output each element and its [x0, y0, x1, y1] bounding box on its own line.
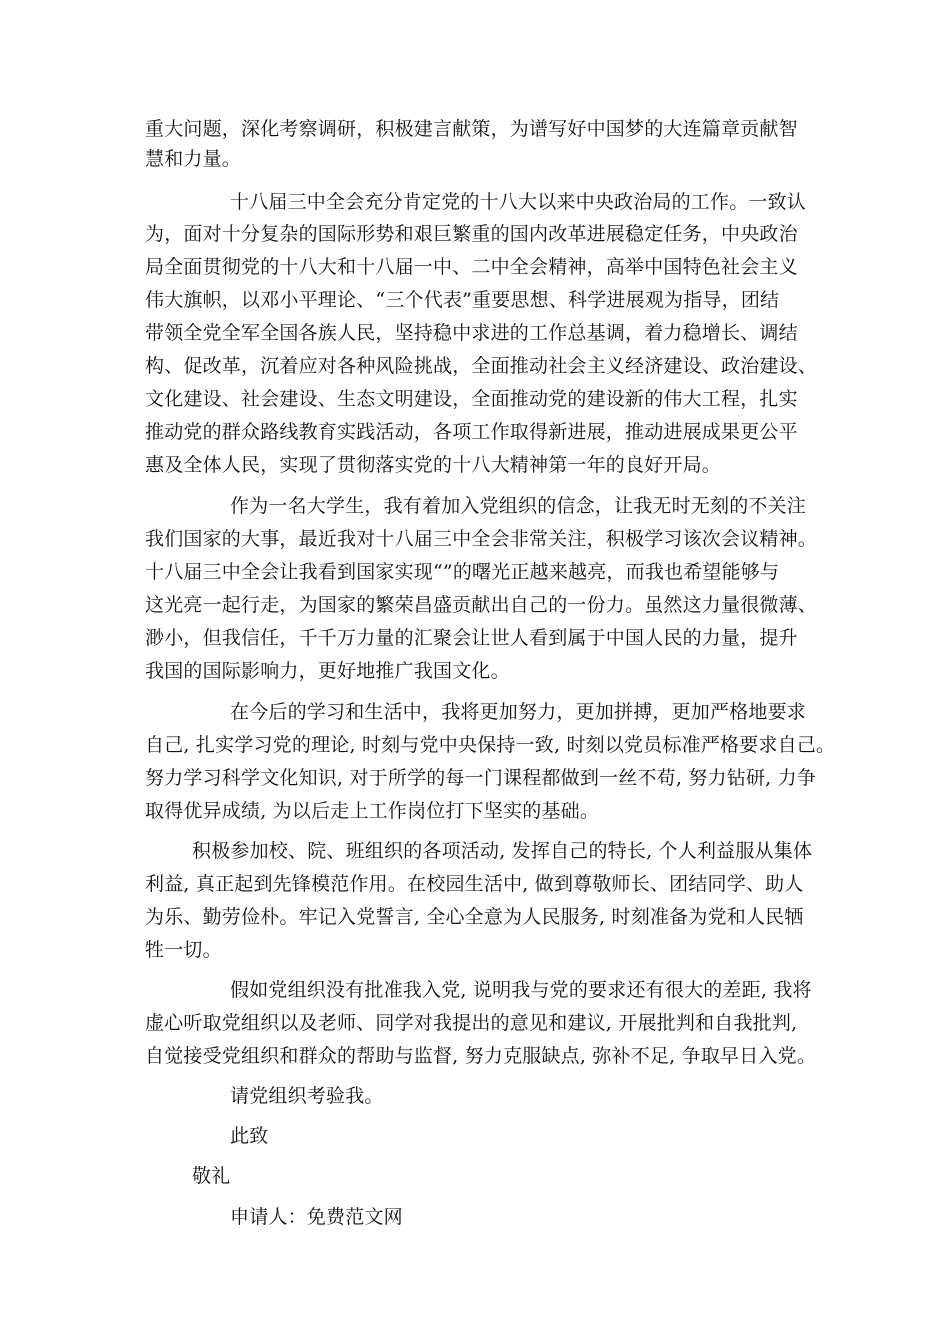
text-line: 积极参加校、院、班组织的各项活动, 发挥自己的特长, 个人利益服从集体: [192, 840, 813, 862]
closing-respect: 敬礼: [192, 1165, 231, 1187]
text-line: 重大问题，深化考察调研，积极建言献策，为谱写好中国梦的大连篇章贡献智: [145, 118, 798, 140]
text-line: 自己, 扎实学习党的理论, 时刻与党中央保持一致, 时刻以党员标准严格要求自己。: [145, 734, 836, 756]
text-line: 慧和力量。: [145, 148, 242, 170]
text-line: 努力学习科学文化知识, 对于所学的每一门课程都做到一丝不苟, 努力钻研, 力争: [145, 767, 817, 789]
text-line: 我国的国际影响力，更好地推广我国文化。: [145, 660, 510, 682]
text-line: 为，面对十分复杂的国际形势和艰巨繁重的国内改革进展稳定任务，中央政治: [145, 223, 798, 245]
text-line: 局全面贯彻党的十八大和十八届一中、二中全会精神，高举中国特色社会主义: [145, 256, 798, 278]
text-line: 这光亮一起行走，为国家的繁荣昌盛贡献出自己的一份力。虽然这力量很微薄、: [145, 594, 818, 616]
text-line: 在今后的学习和生活中，我将更加努力，更加拼搏，更加严格地要求: [230, 701, 807, 723]
text-line: 为乐、勤劳俭朴。牢记入党誓言, 全心全意为人民服务, 时刻准备为党和人民牺: [145, 906, 804, 928]
text-line: 渺小，但我信任，千千万力量的汇聚会让世人看到属于中国人民的力量，提升: [145, 627, 798, 649]
text-line: 惠及全体人民，实现了贯彻落实党的十八大精神第一年的良好开局。: [145, 454, 722, 476]
text-line: 文化建设、社会建设、生态文明建设，全面推动党的建设新的伟大工程，扎实: [145, 388, 798, 410]
closing-request: 请党组织考验我。: [230, 1085, 384, 1107]
text-line: 虚心听取党组织以及老师、同学对我提出的意见和建议, 开展批判和自我批判,: [145, 1012, 798, 1034]
text-line: 十八届三中全会让我看到国家实现“”的曙光正越来越亮，而我也希望能够与: [145, 561, 780, 583]
text-line: 推动党的群众路线教育实践活动，各项工作取得新进展，推动进展成果更公平: [145, 421, 798, 443]
text-line: 构、促改革，沉着应对各种风险挑战，全面推动社会主义经济建设、政治建设、: [145, 355, 818, 377]
applicant-signature: 申请人：免费范文网: [230, 1206, 403, 1228]
text-line: 作为一名大学生，我有着加入党组织的信念，让我无时无刻的不关注: [230, 495, 807, 517]
text-line: 伟大旗帜，以邓小平理论、“三个代表”重要思想、科学进展观为指导，团结: [145, 289, 780, 311]
text-line: 取得优异成绩, 为以后走上工作岗位打下坚实的基础。: [145, 800, 600, 822]
text-line: 利益, 真正起到先锋模范作用。在校园生活中, 做到尊敬师长、团结同学、助人: [145, 873, 804, 895]
text-line: 自觉接受党组织和群众的帮助与监督, 努力克服缺点, 弥补不足, 争取早日入党。: [145, 1045, 817, 1067]
text-line: 假如党组织没有批准我入党, 说明我与党的要求还有很大的差距, 我将: [230, 979, 812, 1001]
text-line: 十八届三中全会充分肯定党的十八大以来中央政治局的工作。一致认: [230, 191, 807, 213]
closing-salutation: 此致: [230, 1125, 269, 1147]
text-line: 带领全党全军全国各族人民，坚持稳中求进的工作总基调，着力稳增长、调结: [145, 322, 798, 344]
text-line: 我们国家的大事，最近我对十八届三中全会非常关注，积极学习该次会议精神。: [145, 528, 818, 550]
text-line: 牲一切。: [145, 939, 222, 961]
